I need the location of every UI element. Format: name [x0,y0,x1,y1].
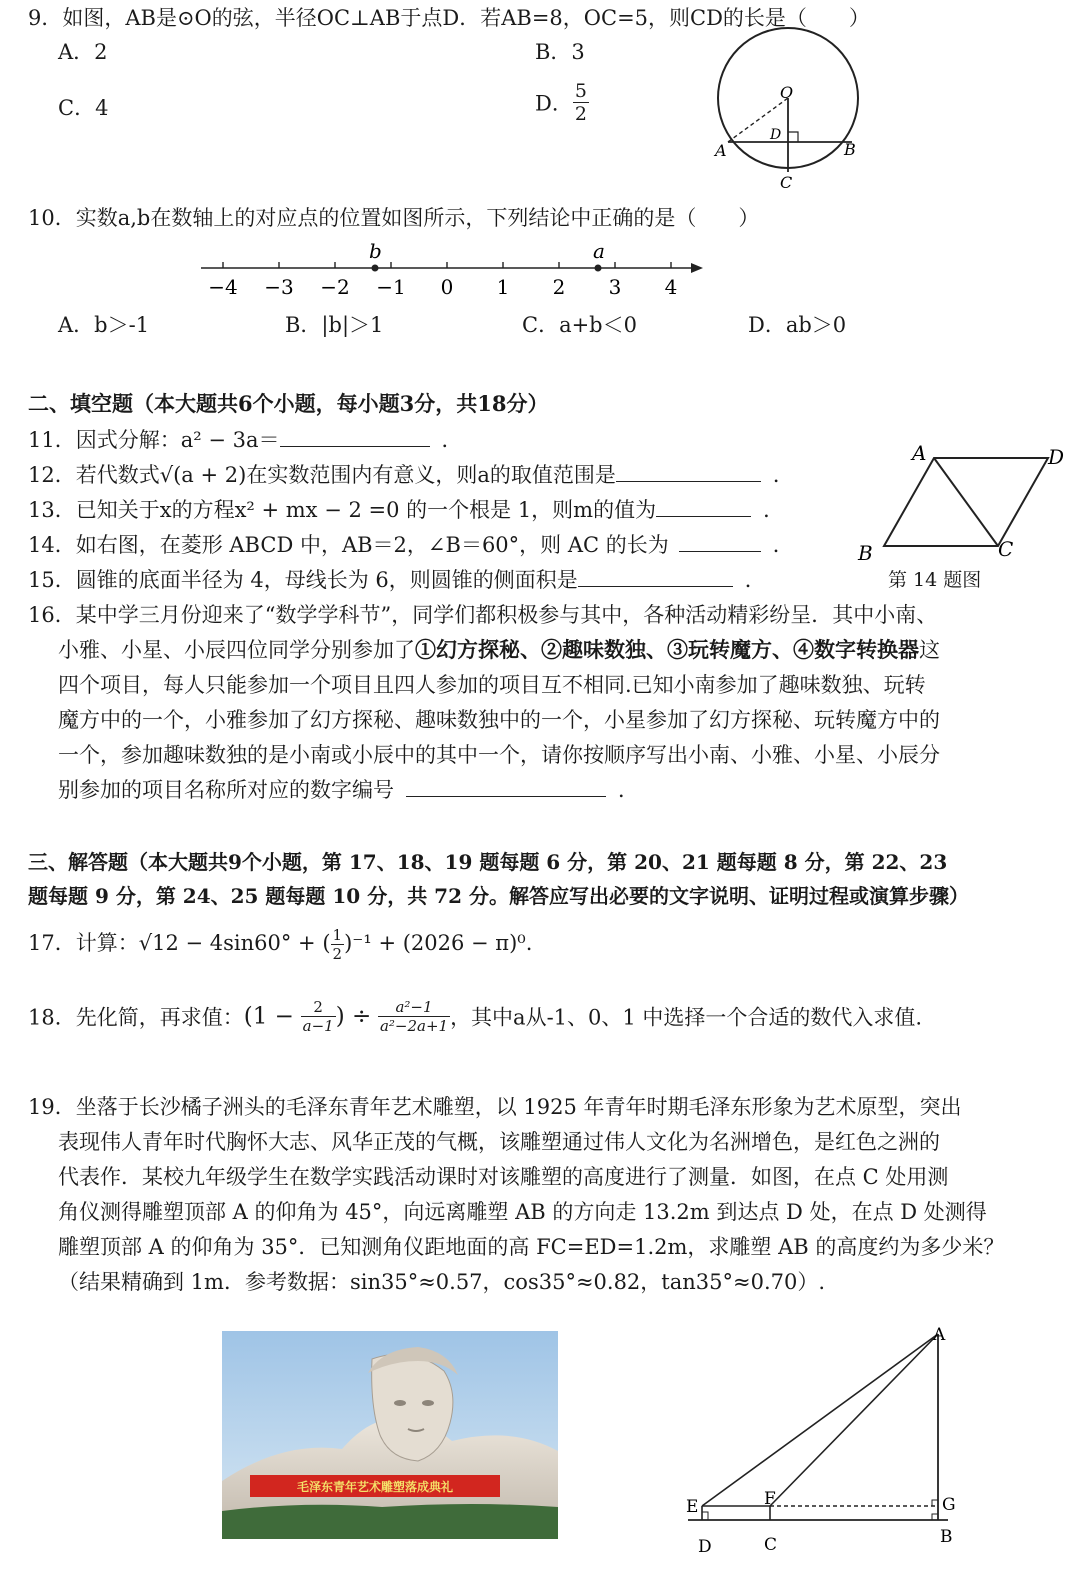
q14: 14．如右图，在菱形 ABCD 中，AB＝2，∠B＝60°，则 AC 的长为 ． [28,529,794,559]
q16-line-2: 小雅、小星、小辰四位同学分别参加了①幻方探秘、②趣味数独、③玩转魔方、④数字转换器这 [58,637,940,662]
label-d: D [698,1537,712,1557]
q19-line-5: 雕塑顶部 A 的仰角为 35°．已知测角仪距地面的高 FC=ED=1.2m，求雕塑 AB 的高度约为多少米？ [58,1235,1005,1259]
label-b: B [940,1527,953,1547]
label-f: F [764,1489,776,1509]
q18: 18．先化简，再求值：(1 − $\frac{2}{a-1}$ ) ÷ $\frac{\text{a²−1}}{\text{a²−2a+1}}$ ，其中a从-1、0、1 中选择一个合适的数代入求值. [28,998,923,1035]
q9-option-d: D． $\frac{5}{2}$ [535,80,587,125]
q16-line-5: 一个，参加趣味数独的是小南或小辰中的其中一个，请你按顺序写出小南、小雅、小星、小辰分 [58,743,940,767]
tick-label: −2 [320,275,350,299]
q10-stem: 10．实数a,b在数轴上的对应点的位置如图所示，下列结论中正确的是（ ） [28,206,760,230]
label-a: A [933,1325,946,1345]
tick-label: −3 [264,275,294,299]
q19-line-3: 代表作．某校九年级学生在数学实践活动课时对该雕塑的高度进行了测量．如图，在点 C 处用测 [58,1165,949,1189]
q19-measure-figure [678,1320,978,1570]
q9-stem: 9．如图，AB是⊙O的弦，半径OC⊥AB于点D．若AB=8，OC=5，则CD的长是（ ） [28,6,870,30]
label-b: B [844,140,856,159]
label-o: O [780,83,794,102]
figure-14-caption: 第 14 题图 [888,569,982,591]
tick-label: −1 [376,275,406,299]
section-2-title: 二、填空题（本大题共6个小题，每小题3分，共18分） [28,391,549,416]
tick-label: 2 [552,275,566,299]
q15: 15．圆锥的底面半径为 4，母线长为 6，则圆锥的侧面积是 ． [28,564,766,594]
q10-option-d: D．ab＞0 [748,313,847,337]
number-line-arrow [691,263,703,273]
q19-line-4: 角仪测得雕塑顶部 A 的仰角为 45°，向远离雕塑 AB 的方向走 13.2m 到达点 D 处，在点 D 处测得 [58,1200,987,1224]
label-a: A [912,441,927,465]
sculpture-eye-right [422,1400,434,1406]
segment-ea [702,1334,938,1506]
q9-circle-figure [712,12,862,192]
sculpture-eye-left [394,1400,406,1406]
right-angle-d [702,1512,708,1520]
q11: 11．因式分解：a² − 3a＝ ． [28,424,463,454]
label-b: B [858,541,873,565]
tick-label: 4 [664,275,678,299]
label-a: a [593,239,605,263]
label-d: D [770,127,782,143]
section-3-title-line-1: 三、解答题（本大题共9个小题，第 17、18、19 题每题 6 分，第 20、21 题每题 8 分，第 22、23 [28,850,948,874]
q10-option-a: A．b＞-1 [58,313,150,337]
banner-text: 毛泽东青年艺术雕塑落成典礼 [296,1480,454,1494]
q16-line-4: 魔方中的一个，小雅参加了幻方探秘、趣味数独中的一个，小星参加了幻方探秘、玩转魔方中的 [58,708,940,732]
label-g: G [942,1495,956,1515]
q16-line-6: 别参加的项目名称所对应的数字编号 ． [58,774,639,804]
number-line [195,238,715,302]
q16-line-1: 16．某中学三月份迎来了“数学学科节”，同学们都积极参与其中，各种活动精彩纷呈．其中小南、 [28,603,938,627]
label-e: E [686,1497,699,1517]
label-c: C [780,173,793,192]
sculpture-photo [222,1331,558,1539]
point-a [595,265,602,272]
label-c: C [998,537,1014,561]
tick-label: 1 [496,275,510,299]
tick-label: 0 [440,275,454,299]
q10-option-b: B．|b|＞1 [285,313,384,337]
q19-line-2: 表现伟人青年时代胸怀大志、风华正茂的气概，该雕塑通过伟人文化为名洲增色，是红色之洲的 [58,1130,940,1154]
diagonal-ac [934,458,998,546]
q13: 13．已知关于x的方程x² + mx − 2 =0 的一个根是 1，则m的值为 ． [28,494,784,524]
right-angle-g [932,1500,938,1506]
label-b: b [369,239,382,263]
q12: 12．若代数式√(a + 2)在实数范围内有意义，则a的取值范围是 ． [28,459,794,489]
tick-label: −4 [208,275,238,299]
q16-line-3: 四个项目，每人只能参加一个项目且四人参加的项目互不相同.已知小南参加了趣味数独、玩转 [58,673,926,697]
label-c: C [764,1535,778,1555]
tick-label: 3 [608,275,622,299]
rhombus-figure [852,438,1074,568]
section-3-title-line-2: 题每题 9 分，第 24、25 题每题 10 分，共 72 分。解答应写出必要的文字说明、证明过程或演算步骤） [28,884,969,908]
trees [222,1504,558,1539]
q19-line-1: 19．坐落于长沙橘子洲头的毛泽东青年艺术雕塑，以 1925 年青年时期毛泽东形象为艺术原型，突出 [28,1095,962,1119]
segment-fa [770,1334,938,1506]
q19-line-6: （结果精确到 1m．参考数据：sin35°≈0.57，cos35°≈0.82，tan35°≈0.70）. [58,1270,826,1294]
q17: 17．计算：√12 − 4sin60° + ( $\frac{1}{2}$ )⁻¹ + (2026 − π)⁰. [28,926,533,963]
q9-option-a: A．2 [58,40,108,64]
q9-option-b: B．3 [535,40,585,64]
q9-option-c: C．4 [58,96,109,120]
q10-option-c: C．a+b＜0 [522,313,637,337]
point-b [372,265,379,272]
label-d: D [1048,445,1065,469]
right-angle-mark [788,132,798,142]
label-a: A [715,141,727,160]
right-angle-b [932,1514,938,1520]
